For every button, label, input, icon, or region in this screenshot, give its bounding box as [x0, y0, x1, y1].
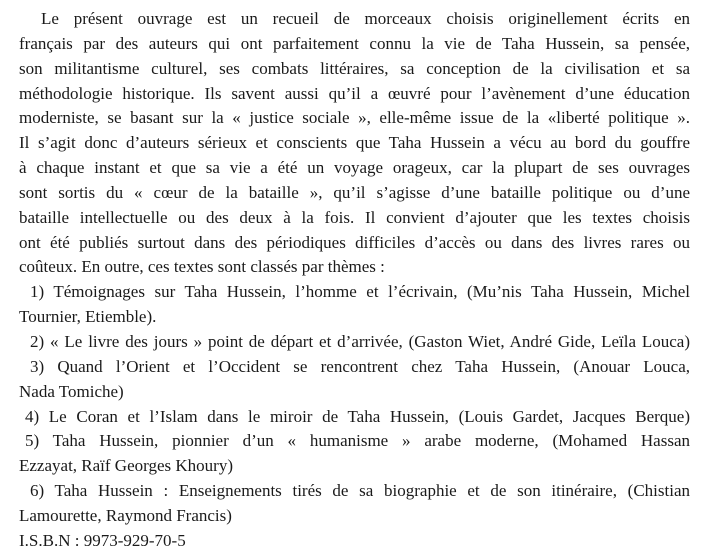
theme-line: 2) « Le livre des jours » point de départ et d’arrivée, (Gaston Wiet, André Gide, Leïla Louca): [30, 331, 690, 351]
paragraph-line: ont été publiés surtout dans des périodiques difficiles d’accès ou dans des livres rares ou: [19, 232, 690, 252]
theme-line: 6) Taha Hussein : Enseignements tirés de sa biographie et de son itinéraire, (Chistian: [30, 481, 690, 501]
theme-item: [19, 429, 690, 479]
paragraph-line: méthodologie historique. Ils savent aussi qu’il a œuvré pour l’avènement d’une éducation: [19, 83, 690, 103]
theme-line: 4) Le Coran et l’Islam dans le miroir de Taha Hussein, (Louis Gardet, Jacques Berque): [25, 406, 690, 426]
theme-line: 1) Témoignages sur Taha Hussein, l’homme et l’écrivain, (Mu’nis Taha Hussein, Michel: [30, 282, 690, 302]
theme-line: Ezzayat, Raïf Georges Khoury): [19, 456, 233, 476]
paragraph-line: son militantisme culturel, ses combats littéraires, sa conception de la civilisation et sa: [19, 58, 690, 78]
paragraph-line: français par des auteurs qui ont parfaitement connu la vie de Taha Hussein, sa pensée,: [19, 33, 690, 53]
theme-line: Lamourette, Raymond Francis): [19, 505, 232, 525]
theme-item: [19, 405, 690, 430]
theme-line: Nada Tomiche): [19, 381, 124, 401]
theme-item: [19, 280, 690, 330]
paragraph-line: Il s’agit donc d’auteurs sérieux et conscients que Taha Hussein a vécu au bord du gouffre: [19, 133, 690, 153]
theme-line: 3) Quand l’Orient et l’Occident se rencontrent chez Taha Hussein, (Anouar Louca,: [30, 356, 690, 376]
theme-item: [19, 479, 690, 529]
paragraph-line: bataille intellectuelle ou des deux à la fois. Il convient d’ajouter que les textes choisis: [19, 207, 690, 227]
theme-item: [19, 355, 690, 405]
paragraph-line: coûteux. En outre, ces textes sont classés par thèmes :: [19, 257, 385, 277]
theme-line: Tournier, Etiemble).: [19, 307, 157, 327]
theme-item: [19, 330, 690, 355]
paragraph-line: à chaque instant et que sa vie a été un voyage orageux, car la plupart de ses ouvrages: [19, 158, 690, 178]
paragraph-line: moderniste, se basant sur la « justice sociale », elle-même issue de la «liberté politique ».: [19, 108, 690, 128]
document-page: [19, 7, 690, 554]
theme-line: 5) Taha Hussein, pionnier d’un « humanisme » arabe moderne, (Mohamed Hassan: [25, 431, 690, 451]
themes-list: [19, 280, 690, 528]
paragraph-line: sont sortis du « cœur de la bataille », qu’il s’agisse d’une bataille politique ou d’une: [19, 182, 690, 202]
intro-paragraph: [19, 7, 690, 280]
paragraph-line: Le présent ouvrage est un recueil de morceaux choisis originellement écrits en: [41, 9, 690, 28]
isbn: I.S.B.N : 9973-929-70-5: [19, 530, 186, 550]
